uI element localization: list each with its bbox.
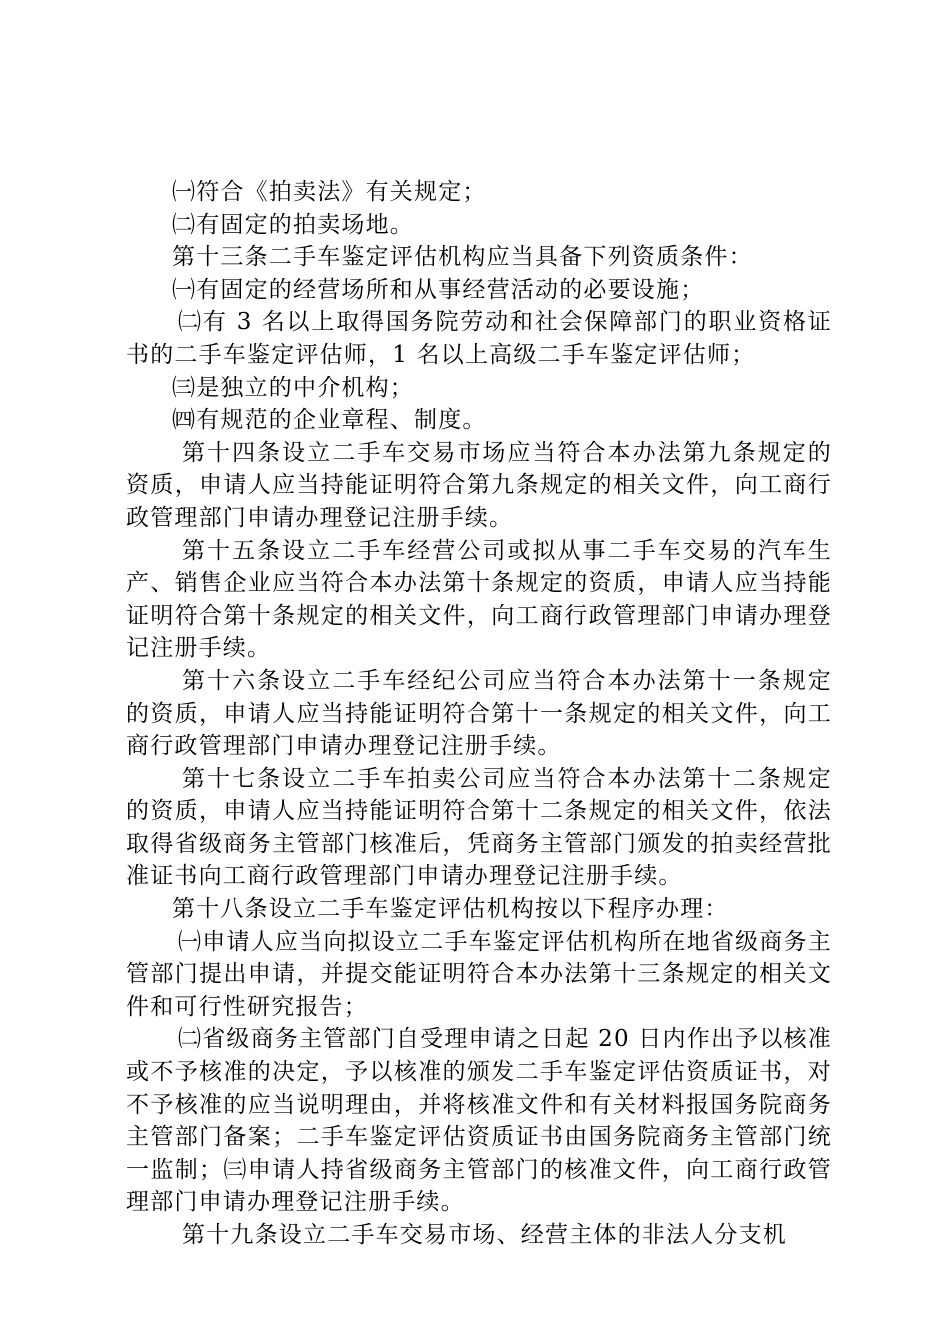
paragraph-3: 第十三条二手车鉴定评估机构应当具备下列资质条件： [172, 244, 753, 271]
paragraph-11: 第十七条设立二手车拍卖公司应当符合本办法第十二条规定的资质，申请人应当持能证明符合第十二条规定的相关文件，依法取得省级商务主管部门核准后，凭商务主管部门颁发的拍卖经营批准证书向工商行政管理部门申请办理登记注册手续。 [126, 765, 832, 890]
paragraph-9: 第十五条设立二手车经营公司或拟从事二手车交易的汽车生产、销售企业应当符合本办法第十条规定的资质，申请人应当持能证明符合第十条规定的相关文件，向工商行政管理部门申请办理登记注册手续。 [126, 537, 832, 662]
paragraph-6: ㈢是独立的中介机构； [172, 374, 414, 401]
paragraph-2: ㈡有固定的拍卖场地。 [172, 211, 414, 238]
paragraph-12: 第十八条设立二手车鉴定评估机构按以下程序办理： [172, 896, 729, 923]
paragraph-7: ㈣有规范的企业章程、制度。 [172, 407, 487, 434]
paragraph-13: ㈠申请人应当向拟设立二手车鉴定评估机构所在地省级商务主管部门提出申请，并提交能证明符合本办法第十三条规定的相关文件和可行性研究报告； [126, 928, 832, 1020]
paragraph-14: ㈡省级商务主管部门自受理申请之日起 20 日内作出予以核准或不予核准的决定，予以核准的颁发二手车鉴定评估资质证书，对不予核准的应当说明理由，并将核准文件和有关材料报国务院商务主管部门备案；二手车鉴定评估资质证书由国务院商务主管部门统一监制；㈢申请人持省级商务主管部门的核准文件，向工商行政管理部门申请办理登记注册手续。 [126, 1026, 832, 1216]
paragraph-10: 第十六条设立二手车经纪公司应当符合本办法第十一条规定的资质，申请人应当持能证明符合第十一条规定的相关文件，向工商行政管理部门申请办理登记注册手续。 [126, 667, 832, 760]
paragraph-5: ㈡有 3 名以上取得国务院劳动和社会保障部门的职业资格证书的二手车鉴定评估师，1 名以上高级二手车鉴定评估师； [126, 309, 832, 368]
paragraph-8: 第十四条设立二手车交易市场应当符合本办法第九条规定的资质，申请人应当持能证明符合第九条规定的相关文件，向工商行政管理部门申请办理登记注册手续。 [126, 439, 832, 531]
paragraph-4: ㈠有固定的经营场所和从事经营活动的必要设施； [172, 276, 705, 303]
paragraph-1: ㈠符合《拍卖法》有关规定； [172, 179, 487, 205]
paragraph-15: 第十九条设立二手车交易市场、经营主体的非法人分支机 [182, 1222, 787, 1248]
document-body [126, 176, 832, 1252]
